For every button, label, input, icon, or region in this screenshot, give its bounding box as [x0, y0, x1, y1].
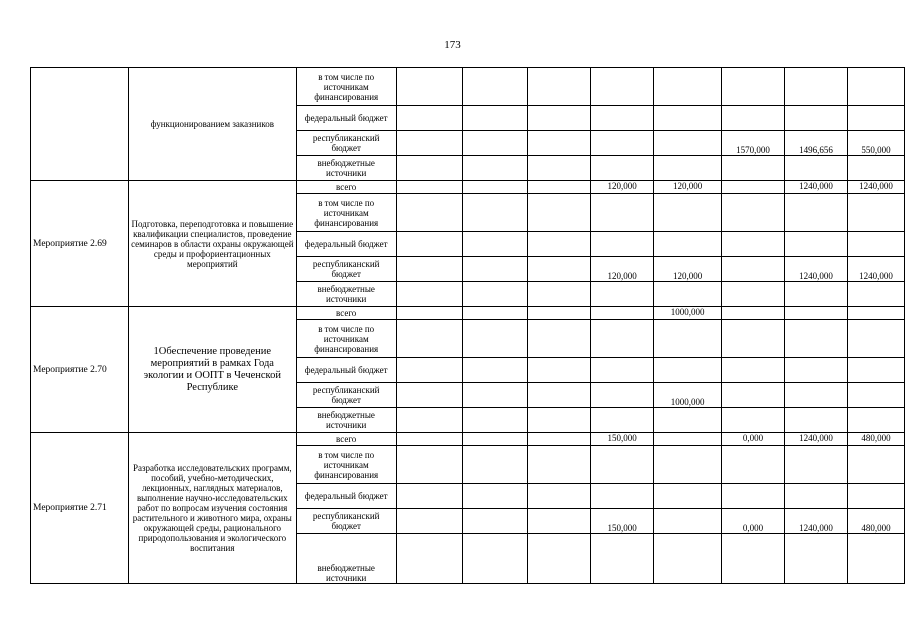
funding-source: федеральный бюджет — [296, 232, 396, 257]
amount-cell — [847, 534, 904, 584]
amount-cell — [847, 68, 904, 106]
amount-cell — [591, 194, 654, 232]
amount-cell — [396, 307, 462, 320]
amount-cell — [528, 156, 591, 181]
funding-source: в том числе по источникам финансирования — [296, 68, 396, 106]
amount-cell — [462, 106, 528, 131]
activity-label — [31, 68, 129, 181]
funding-source: внебюджетные источники — [296, 282, 396, 307]
amount-cell — [528, 232, 591, 257]
activity-label: Мероприятие 2.69 — [31, 181, 129, 307]
funding-source: республиканский бюджет — [296, 509, 396, 534]
amount-cell — [528, 509, 591, 534]
amount-cell — [722, 68, 785, 106]
amount-cell — [396, 383, 462, 408]
amount-cell: 550,000 — [847, 131, 904, 156]
amount-cell — [396, 534, 462, 584]
amount-cell — [722, 307, 785, 320]
amount-cell — [654, 131, 722, 156]
amount-cell — [785, 534, 848, 584]
amount-cell: 120,000 — [654, 257, 722, 282]
amount-cell — [722, 358, 785, 383]
amount-cell: 1240,000 — [785, 509, 848, 534]
activity-label: Мероприятие 2.71 — [31, 433, 129, 584]
amount-cell — [722, 282, 785, 307]
amount-cell — [528, 68, 591, 106]
amount-cell — [528, 257, 591, 282]
amount-cell — [847, 408, 904, 433]
amount-cell — [396, 232, 462, 257]
amount-cell — [654, 68, 722, 106]
amount-cell — [847, 194, 904, 232]
funding-source: внебюджетные источники — [296, 534, 396, 584]
amount-cell — [847, 282, 904, 307]
amount-cell — [528, 307, 591, 320]
activity-description: 1Обеспечение проведение мероприятий в рамках Года экологии и ООПТ в Чеченской Республике — [128, 307, 296, 433]
amount-cell — [591, 320, 654, 358]
activity-label: Мероприятие 2.70 — [31, 307, 129, 433]
table-row — [31, 307, 905, 320]
funding-source: всего — [296, 307, 396, 320]
table-row — [31, 433, 905, 446]
amount-cell — [591, 484, 654, 509]
amount-cell: 1000,000 — [654, 383, 722, 408]
activity-description: функционированием заказников — [128, 68, 296, 181]
amount-cell: 1240,000 — [785, 257, 848, 282]
table-body — [31, 68, 905, 584]
amount-cell — [722, 106, 785, 131]
amount-cell — [462, 446, 528, 484]
amount-cell — [847, 383, 904, 408]
amount-cell: 1240,000 — [847, 257, 904, 282]
amount-cell — [462, 131, 528, 156]
amount-cell — [591, 282, 654, 307]
amount-cell — [654, 232, 722, 257]
amount-cell: 1240,000 — [847, 181, 904, 194]
table-row — [31, 68, 905, 106]
funding-source: федеральный бюджет — [296, 358, 396, 383]
amount-cell — [462, 181, 528, 194]
amount-cell — [528, 484, 591, 509]
amount-cell: 150,000 — [591, 433, 654, 446]
amount-cell — [462, 408, 528, 433]
amount-cell — [591, 131, 654, 156]
amount-cell — [528, 320, 591, 358]
amount-cell: 1496,656 — [785, 131, 848, 156]
page-number: 173 — [444, 39, 461, 51]
funding-source: республиканский бюджет — [296, 257, 396, 282]
amount-cell — [396, 257, 462, 282]
funding-source: в том числе по источникам финансирования — [296, 320, 396, 358]
amount-cell — [396, 358, 462, 383]
amount-cell — [785, 232, 848, 257]
amount-cell — [462, 509, 528, 534]
amount-cell: 480,000 — [847, 433, 904, 446]
amount-cell — [847, 106, 904, 131]
funding-source: внебюджетные источники — [296, 408, 396, 433]
amount-cell — [847, 358, 904, 383]
amount-cell — [528, 131, 591, 156]
amount-cell — [654, 534, 722, 584]
amount-cell — [847, 320, 904, 358]
funding-source: всего — [296, 181, 396, 194]
funding-source: республиканский бюджет — [296, 383, 396, 408]
amount-cell — [396, 433, 462, 446]
amount-cell — [591, 358, 654, 383]
amount-cell — [396, 194, 462, 232]
amount-cell — [462, 383, 528, 408]
amount-cell — [722, 257, 785, 282]
amount-cell — [528, 534, 591, 584]
amount-cell — [591, 534, 654, 584]
amount-cell — [528, 106, 591, 131]
amount-cell — [785, 68, 848, 106]
amount-cell — [462, 282, 528, 307]
amount-cell — [654, 446, 722, 484]
amount-cell — [722, 156, 785, 181]
amount-cell — [396, 509, 462, 534]
amount-cell — [785, 106, 848, 131]
amount-cell — [462, 358, 528, 383]
amount-cell — [591, 68, 654, 106]
table-row — [31, 181, 905, 194]
amount-cell: 1240,000 — [785, 433, 848, 446]
amount-cell — [654, 194, 722, 232]
amount-cell — [591, 408, 654, 433]
amount-cell — [722, 194, 785, 232]
amount-cell — [722, 383, 785, 408]
amount-cell — [847, 484, 904, 509]
amount-cell — [591, 307, 654, 320]
funding-source: в том числе по источникам финансирования — [296, 194, 396, 232]
amount-cell — [654, 484, 722, 509]
amount-cell — [462, 307, 528, 320]
amount-cell — [847, 307, 904, 320]
amount-cell — [785, 484, 848, 509]
amount-cell — [722, 484, 785, 509]
funding-source: внебюджетные источники — [296, 156, 396, 181]
amount-cell — [462, 194, 528, 232]
amount-cell — [396, 408, 462, 433]
amount-cell — [462, 484, 528, 509]
amount-cell — [462, 257, 528, 282]
amount-cell — [462, 156, 528, 181]
amount-cell — [654, 282, 722, 307]
amount-cell: 1570,000 — [722, 131, 785, 156]
amount-cell — [591, 383, 654, 408]
amount-cell — [654, 106, 722, 131]
funding-source: республиканский бюджет — [296, 131, 396, 156]
activity-description: Подготовка, переподготовка и повышение квалификации специалистов, проведение семинаров в области охраны окружающей среды и профориентационных мероприятий — [128, 181, 296, 307]
amount-cell — [396, 68, 462, 106]
amount-cell — [785, 320, 848, 358]
funding-source: всего — [296, 433, 396, 446]
funding-source: в том числе по источникам финансирования — [296, 446, 396, 484]
amount-cell — [528, 433, 591, 446]
amount-cell: 0,000 — [722, 433, 785, 446]
amount-cell — [785, 383, 848, 408]
amount-cell — [528, 383, 591, 408]
amount-cell — [785, 307, 848, 320]
amount-cell — [591, 156, 654, 181]
amount-cell — [396, 320, 462, 358]
amount-cell — [462, 232, 528, 257]
budget-table — [30, 67, 905, 584]
amount-cell — [785, 282, 848, 307]
amount-cell — [528, 181, 591, 194]
amount-cell — [847, 446, 904, 484]
amount-cell: 1000,000 — [654, 307, 722, 320]
amount-cell: 1240,000 — [785, 181, 848, 194]
amount-cell: 150,000 — [591, 509, 654, 534]
amount-cell — [396, 181, 462, 194]
amount-cell — [528, 282, 591, 307]
amount-cell — [528, 446, 591, 484]
amount-cell — [528, 194, 591, 232]
amount-cell: 120,000 — [591, 257, 654, 282]
amount-cell — [785, 156, 848, 181]
amount-cell — [528, 408, 591, 433]
amount-cell — [722, 181, 785, 194]
amount-cell — [462, 534, 528, 584]
amount-cell: 120,000 — [654, 181, 722, 194]
amount-cell — [654, 408, 722, 433]
amount-cell — [462, 320, 528, 358]
amount-cell — [462, 433, 528, 446]
amount-cell — [396, 446, 462, 484]
amount-cell: 120,000 — [591, 181, 654, 194]
amount-cell — [847, 232, 904, 257]
amount-cell — [785, 358, 848, 383]
amount-cell — [396, 131, 462, 156]
amount-cell — [785, 446, 848, 484]
funding-source: федеральный бюджет — [296, 106, 396, 131]
amount-cell — [654, 358, 722, 383]
amount-cell — [722, 320, 785, 358]
amount-cell — [462, 68, 528, 106]
amount-cell — [396, 282, 462, 307]
amount-cell — [591, 446, 654, 484]
amount-cell — [654, 509, 722, 534]
amount-cell — [847, 156, 904, 181]
amount-cell — [396, 106, 462, 131]
amount-cell — [654, 156, 722, 181]
amount-cell — [722, 408, 785, 433]
amount-cell — [785, 408, 848, 433]
amount-cell — [654, 320, 722, 358]
activity-description: Разработка исследовательских программ, пособий, учебно-методических, лекционных, наглядных материалов, выполнение научно-исследовательских работ по вопросам изучения состояния растительного и животного мира, охраны окружающей среды, рационального природопользования и экологического воспитания — [128, 433, 296, 584]
amount-cell — [722, 232, 785, 257]
amount-cell — [591, 106, 654, 131]
amount-cell — [654, 433, 722, 446]
amount-cell — [722, 446, 785, 484]
funding-source: федеральный бюджет — [296, 484, 396, 509]
amount-cell: 0,000 — [722, 509, 785, 534]
amount-cell — [785, 194, 848, 232]
amount-cell: 480,000 — [847, 509, 904, 534]
amount-cell — [528, 358, 591, 383]
amount-cell — [722, 534, 785, 584]
amount-cell — [396, 484, 462, 509]
amount-cell — [591, 232, 654, 257]
amount-cell — [396, 156, 462, 181]
